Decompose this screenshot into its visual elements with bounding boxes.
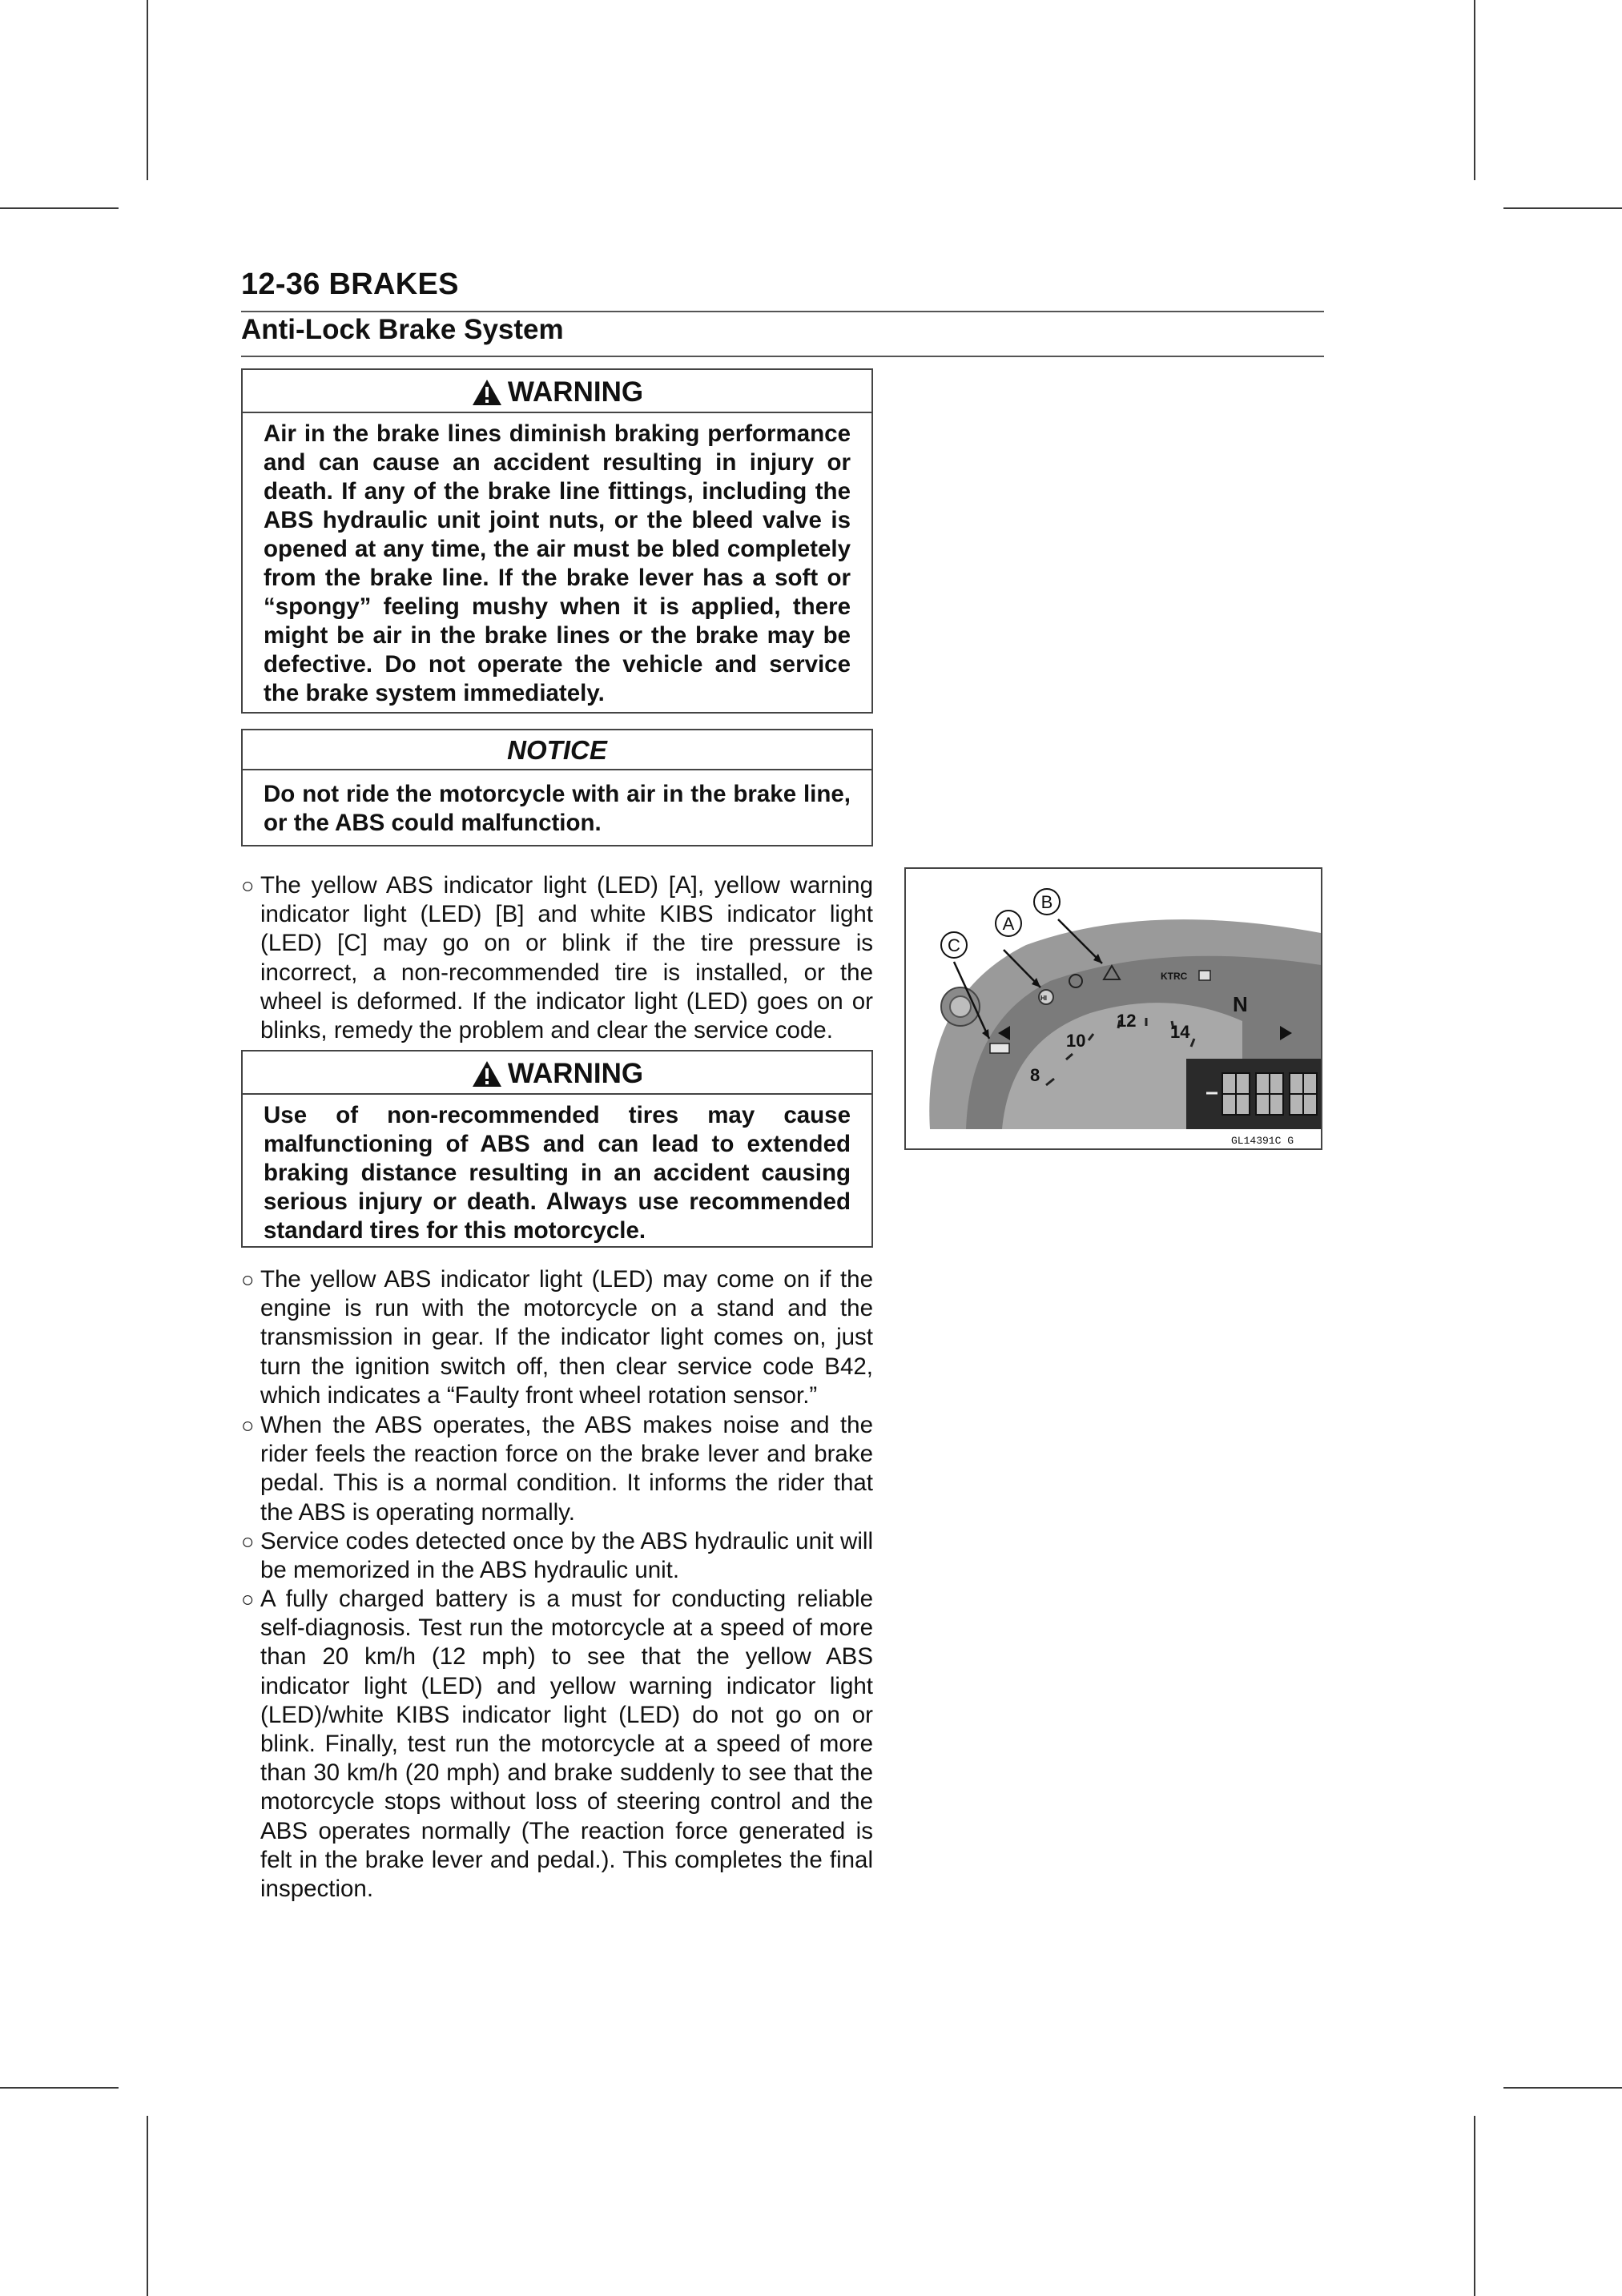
warning-box (241, 368, 873, 714)
bullet-text: A fully charged battery is a must for conducting reliable self-diagnosis. Test run the motorcycle at a speed of more than 20 km/h (12 mph) to see that the yellow ABS indicator light (LED) and yellow warning indicator light (LED)/white KIBS indicator light (LED) do not go on or blink. Finally, test run the motorcycle at a speed of more than 30 km/h (20 mph) and brake suddenly to see that the motorcycle stops without loss of steering control and the ABS operates normally (The reaction force generated is felt in the brake lever and pedal.). This completes the final inspection. (260, 1586, 873, 1903)
bullet-text: When the ABS operates, the ABS makes noise and the rider feels the reaction force on the brake lever and brake pedal. This is a normal condition. It informs the rider that the ABS is operating normally. (260, 1412, 873, 1526)
crop-mark (147, 0, 148, 180)
notice-body: Do not ride the motorcycle with air in the brake line, or the ABS could malfunction. (264, 781, 851, 836)
section-title: Anti-Lock Brake System (241, 314, 564, 345)
crop-mark (1503, 2087, 1622, 2089)
crop-mark (0, 207, 119, 209)
section-rule (241, 356, 1324, 357)
neutral-label: N (1233, 992, 1248, 1016)
notice-heading (243, 730, 871, 770)
list-item (241, 871, 873, 1045)
warning-heading (243, 370, 871, 413)
bullet-text: Service codes detected once by the ABS hydraulic unit will be memorized in the ABS hydraulic unit. (260, 1528, 873, 1584)
crop-mark (147, 2116, 148, 2296)
list-item (241, 1527, 873, 1585)
list-item (241, 1585, 873, 1904)
notice-heading-text: NOTICE (507, 735, 607, 765)
header-rule (241, 311, 1324, 312)
list-item (241, 1411, 873, 1527)
bullet-mark: ○ (241, 1413, 255, 1438)
bullet-mark: ○ (241, 1530, 255, 1554)
warning-heading-text: WARNING (507, 1058, 644, 1089)
warning-heading-text: WARNING (507, 376, 644, 408)
warning-triangle-icon (471, 1060, 503, 1088)
gauge-number: 12 (1117, 1011, 1137, 1031)
warning-body: Air in the brake lines diminish braking performance and can cause an accident resulting in injury or death. If any of the brake line fittings, including the ABS hydraulic unit joint nuts, or the bleed valve is opened at any time, the air must be bled completely from the brake line. If the brake lever has a soft or “spongy” feeling mushy when it is applied, there might be air in the brake lines or the brake may be defective. Do not operate the vehicle and service the brake system immediately. (264, 420, 851, 706)
bullet-mark: ○ (241, 1587, 255, 1611)
svg-text:HI: HI (1040, 995, 1047, 1002)
warning-body: Use of non-recommended tires may cause malfunctioning of ABS and can lead to extended braking distance resulting in an accident causing serious injury or death. Always use recommended standard tires for this motorcycle. (264, 1102, 851, 1244)
gauge-number: 10 (1066, 1031, 1086, 1051)
callout-c-label: C (948, 935, 960, 955)
callout-b-label: B (1040, 892, 1053, 912)
bullet-text: The yellow ABS indicator light (LED) [A], yellow warning indicator light (LED) [B] and white KIBS indicator light (LED) [C] may go on or blink if the tire pressure is incorrect, a non-recommended tire is installed, or the wheel is deformed. If the indicator light (LED) goes on or blinks, remedy the problem and clear the service code. (260, 872, 873, 1044)
warning-heading (243, 1051, 871, 1095)
list-item (241, 1265, 873, 1410)
figure-code: GL14391C G (1231, 1135, 1294, 1147)
callout-a-label: A (1002, 914, 1015, 934)
page-title: 12-36 BRAKES (241, 267, 459, 301)
crop-mark (1474, 2116, 1475, 2296)
gauge-number: 14 (1170, 1022, 1190, 1042)
instrument-cluster-illustration (906, 869, 1321, 1148)
warning-triangle-icon (471, 378, 503, 407)
ktrc-label: KTRC (1161, 971, 1188, 982)
bullet-mark: ○ (241, 874, 255, 898)
warning-box (241, 1050, 873, 1248)
bullet-text: The yellow ABS indicator light (LED) may come on if the engine is run with the motorcycle on a stand and the transmission in gear. If the indicator light comes on, just turn the ignition switch off, then clear service code B42, which indicates a “Faulty front wheel rotation sensor.” (260, 1266, 873, 1409)
crop-mark (1474, 0, 1475, 180)
bullet-mark: ○ (241, 1268, 255, 1292)
notice-box (241, 729, 873, 846)
crop-mark (0, 2087, 119, 2089)
instrument-cluster-figure (904, 867, 1322, 1150)
gauge-number: 8 (1030, 1065, 1040, 1085)
crop-mark (1503, 207, 1622, 209)
